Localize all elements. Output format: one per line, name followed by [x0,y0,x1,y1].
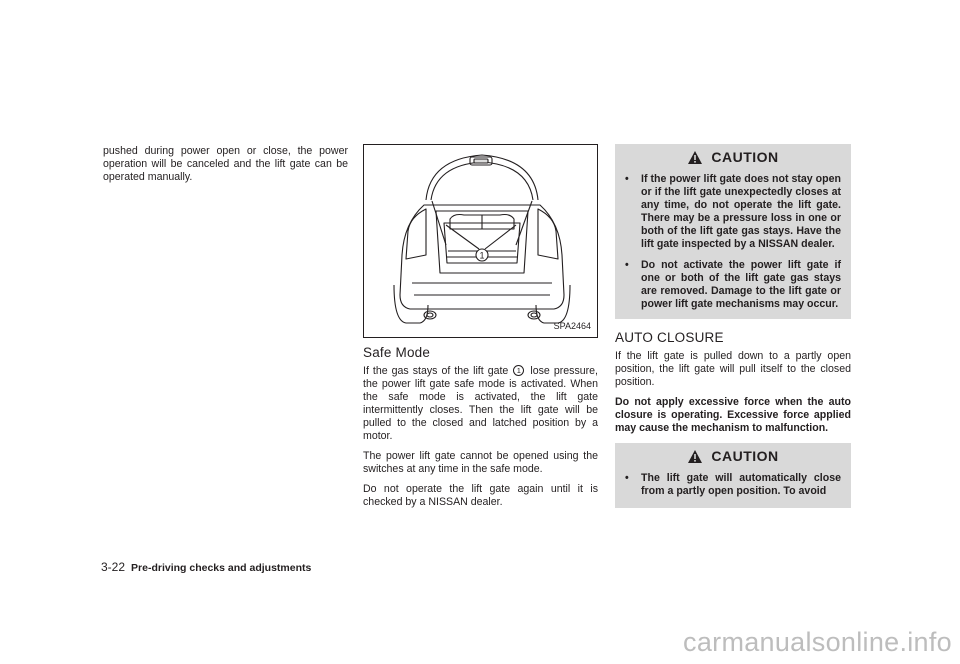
watermark: carmanualsonline.info [683,627,952,657]
auto-closure-warning: Do not apply excessive force when the auto closure is operating. Excessive force applied may cause the mechanism to malfunction. [615,396,851,434]
right-column [615,144,851,508]
safe-mode-p1-before: If the gas stays of the lift gate [363,365,509,377]
middle-column [363,144,598,516]
page-footer [101,560,311,574]
page-number: 3-22 [101,560,126,574]
caution-title: CAUTION [711,149,779,165]
body-paragraph: pushed during power open or close, the power operation will be canceled and the lift gate can be operated manually. [103,145,348,183]
caution-item: • Do not activate the power lift gate if one or both of the lift gate gas stays are removed. Damage to the lift gate or power lift gate mechanisms may occur. [625,259,841,310]
vehicle-rear-drawing [364,145,599,339]
safe-mode-paragraph-3: Do not operate the lift gate again until it is checked by a NISSAN dealer. [363,483,598,508]
left-column [103,145,348,191]
callout-marker: 1 [513,365,524,376]
safe-mode-heading: Safe Mode [363,345,431,360]
caution-item: • The lift gate will automatically close from a partly open position. To avoid [625,472,841,497]
caution-box-2 [615,443,851,508]
auto-closure-paragraph: If the lift gate is pulled down to a partly open position, the lift gate will pull itself to the closed position. [615,350,851,388]
lift-gate-illustration [363,144,598,338]
caution-box-1 [615,144,851,319]
warning-triangle-icon [687,449,703,464]
warning-triangle-icon [687,150,703,165]
safe-mode-p1-after: lose pressure, the power lift gate safe mode is activated. When the safe mode is activated, the lift gate intermittently closes. Then the lift gate will be pulled to the closed and latched position by a motor. [363,365,599,442]
caution-title: CAUTION [711,448,779,464]
safe-mode-paragraph-2: The power lift gate cannot be opened using the switches at any time in the safe mode. [363,450,598,475]
figure-callout-number: 1 [479,250,485,261]
caution-item: • If the power lift gate does not stay open or if the lift gate unexpectedly closes at any time, do not operate the lift gate. There may be a pressure loss in one or both of the lift gate gas stays. Have the lift gate inspected by a NISSAN dealer. [625,173,841,250]
figure-code: SPA2464 [553,321,591,331]
auto-closure-heading: AUTO CLOSURE [615,330,724,345]
safe-mode-paragraph-1 [363,365,598,443]
section-title: Pre-driving checks and adjustments [131,562,312,574]
